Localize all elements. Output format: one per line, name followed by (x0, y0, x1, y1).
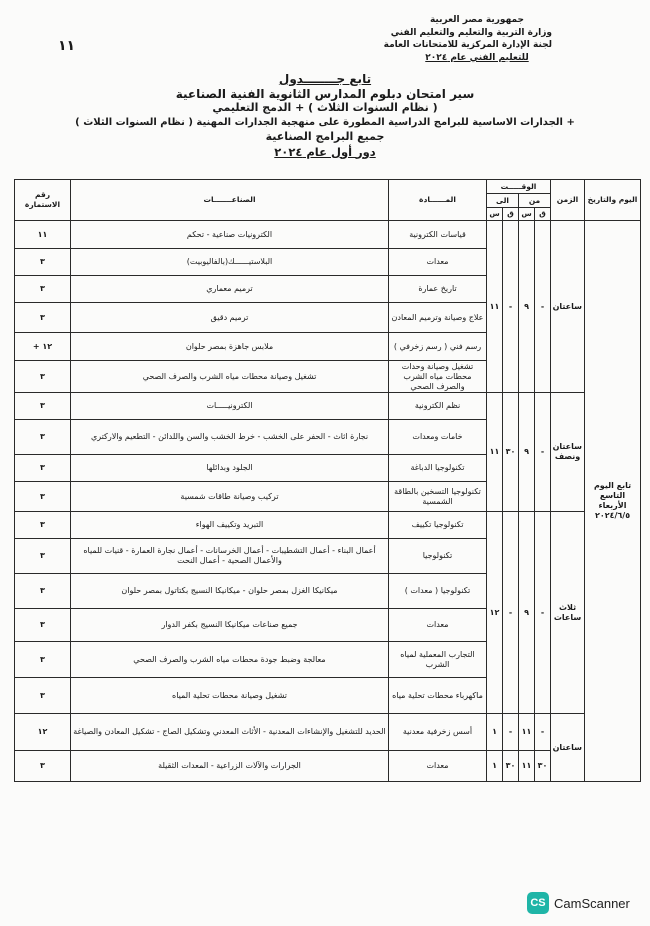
form-number-cell: ٣ (15, 361, 71, 393)
to-s-cell: ١١ (487, 393, 503, 512)
from-s-cell: ١١ (519, 714, 535, 751)
from-q-cell: - (535, 393, 551, 512)
to-s-cell: ١٢ (487, 512, 503, 714)
header-subject: المــــــادة (389, 180, 487, 221)
to-q-cell: - (503, 714, 519, 751)
subject-cell: تكنولوجيا (389, 539, 487, 574)
ministry-line: وزارة التربية والتعليم والتعليم الفني (390, 27, 552, 38)
subject-cell: علاج وصيانة وترميم المعادن (389, 303, 487, 333)
title-line: + الجدارات الاساسية للبرامج الدراسية المطورة على منهجية الجدارات المهنية ( نظام السنوات الثلاث ) (75, 116, 575, 128)
ministry-header (383, 14, 552, 64)
subject-cell: معدات (389, 751, 487, 782)
subject-cell: معدات (389, 609, 487, 642)
title-line: دور أول عام ٢٠٢٤ (274, 144, 376, 159)
duration-cell: ساعتان ونصف (551, 393, 585, 512)
duration-cell: ساعتان (551, 221, 585, 393)
industry-cell: ملابس جاهزة بمصر حلوان (71, 333, 389, 361)
from-s-cell: ٩ (519, 221, 535, 393)
form-number-cell: ٣ (15, 642, 71, 678)
subject-cell: التجارب المعملية لمياه الشرب (389, 642, 487, 678)
subject-cell: تكنولوجيا التسخين بالطاقة الشمسية (389, 482, 487, 512)
subject-cell: تاريخ عمارة (389, 276, 487, 303)
camscanner-watermark (527, 890, 637, 916)
duration-cell: ساعتان (551, 714, 585, 782)
subject-cell: ماكهرباء محطات تحلية مياه (389, 678, 487, 714)
subject-cell: تشغيل وصيانة وحدات محطات مياه الشرب والصرف الصحي (389, 361, 487, 393)
industry-cell: ترميم معماري (71, 276, 389, 303)
subject-cell: نظم الكترونية (389, 393, 487, 420)
form-number-cell: ٣ (15, 609, 71, 642)
subject-cell: تكنولوجيا الدباغة (389, 455, 487, 482)
title-line: ( نظام السنوات الثلاث ) + الدمج التعليمي (212, 101, 438, 114)
page-number: ١١ (58, 38, 76, 54)
from-s-cell: ٩ (519, 393, 535, 512)
table-row (15, 751, 641, 782)
subject-cell: تكنولوجيا تكييف (389, 512, 487, 539)
from-q-cell: - (535, 714, 551, 751)
from-q-cell: - (535, 221, 551, 393)
header-time: الوقـــــت (487, 180, 551, 194)
to-q-cell: - (503, 221, 519, 393)
form-number-cell: ٣ (15, 303, 71, 333)
header-to-s: س (487, 208, 503, 221)
industry-cell: التبريد وتكييف الهواء (71, 512, 389, 539)
table-row (15, 393, 641, 420)
subject-cell: قياسات الكترونية (389, 221, 487, 249)
industry-cell: الكترونيـــــات (71, 393, 389, 420)
ministry-line: جمهورية مصر العربية (429, 15, 525, 25)
form-number-cell: ١١ (15, 221, 71, 249)
title-line: سير امتحان دبلوم المدارس الثانوية الفنية الصناعية (175, 86, 475, 101)
table-row (15, 714, 641, 751)
subject-cell: معدات (389, 249, 487, 276)
form-number-cell: ٣ (15, 574, 71, 609)
camscanner-logo-icon: CS (527, 892, 549, 914)
form-number-cell: ١٢ (15, 714, 71, 751)
subject-cell: رسم فني ( رسم زخرفي ) (389, 333, 487, 361)
to-q-cell: ٣٠ (503, 751, 519, 782)
header-form-number: رقم الاستمارة (15, 180, 71, 221)
industry-cell: جميع صناعات ميكانيكا النسيج بكفر الدوار (71, 609, 389, 642)
to-s-cell: ١ (487, 714, 503, 751)
subject-cell: أسس زخرفية معدنية (389, 714, 487, 751)
industry-cell: تشغيل وصيانة محطات تحلية المياه (71, 678, 389, 714)
to-s-cell: ١ (487, 751, 503, 782)
form-number-cell: ٣ (15, 455, 71, 482)
industry-cell: الجلود وبدائلها (71, 455, 389, 482)
table-row (15, 221, 641, 249)
header-duration: الزمن (551, 180, 585, 221)
header-to: الى (487, 194, 519, 208)
document-titles (30, 72, 620, 159)
industry-cell: نجارة اثاث - الحفر على الخشب - خرط الخشب والسن واللدائن - التطعيم والاركتري (71, 420, 389, 455)
form-number-cell: ٣ (15, 393, 71, 420)
subject-cell: خامات ومعدات (389, 420, 487, 455)
title-line: تابع جــــــــدول (278, 72, 372, 86)
header-to-q: ق (503, 208, 519, 221)
industry-cell: ميكانيكا الغزل بمصر حلوان - ميكانيكا النسيج بكتاتول بمصر حلوان (71, 574, 389, 609)
ministry-line: لجنة الإدارة المركزية للامتحانات العامة (383, 40, 552, 50)
from-s-cell: ٩ (519, 512, 535, 714)
header-from-s: س (519, 208, 535, 221)
form-number-cell: ٣ (15, 539, 71, 574)
industry-cell: البلاستيــــــك(بالفاليوبيت) (71, 249, 389, 276)
form-number-cell: ٣ (15, 276, 71, 303)
header-from-q: ق (535, 208, 551, 221)
ministry-line: للتعليم الفني عام ٢٠٢٤ (425, 52, 529, 63)
header-industries: الصناعـــــــات (71, 180, 389, 221)
table-row (15, 512, 641, 539)
camscanner-brand: CamScanner (554, 895, 630, 911)
form-number-cell: ٣ (15, 249, 71, 276)
form-number-cell: ٣ (15, 512, 71, 539)
form-number-cell: ٣ (15, 751, 71, 782)
industry-cell: ترميم دقيق (71, 303, 389, 333)
industry-cell: الحديد للتشغيل والإنشاءات المعدنية - الأثاث المعدني وتشكيل الصاج - تشكيل المعادن والصياغة (71, 714, 389, 751)
form-number-cell: ٣ (15, 678, 71, 714)
header-from: من (519, 194, 551, 208)
industry-cell: معالجة وضبط جودة محطات مياه الشرب والصرف الصحي (71, 642, 389, 678)
industry-cell: الجرارات والآلات الزراعية - المعدات الثقيلة (71, 751, 389, 782)
exam-schedule-table (14, 179, 641, 782)
form-number-cell: ٣ (15, 420, 71, 455)
from-q-cell: ٣٠ (535, 751, 551, 782)
industry-cell: تركيب وصيانة طاقات شمسية (71, 482, 389, 512)
industry-cell: أعمال البناء - أعمال التشطيبات - أعمال الخرسانات - أعمال نجارة العمارة - قنيات للمياه والأعمال الصحية - أعمال النحت (71, 539, 389, 574)
to-q-cell: - (503, 512, 519, 714)
subject-cell: تكنولوجيا ( معدات ) (389, 574, 487, 609)
from-q-cell: - (535, 512, 551, 714)
to-q-cell: ٣٠ (503, 393, 519, 512)
from-s-cell: ١١ (519, 751, 535, 782)
duration-cell: ثلاث ساعات (551, 512, 585, 714)
industry-cell: الكترونيات صناعية - تحكم (71, 221, 389, 249)
to-s-cell: ١١ (487, 221, 503, 393)
title-line: جميع البرامج الصناعية (265, 130, 385, 143)
form-number-cell: ٣ (15, 482, 71, 512)
day-cell: تابع اليوم التاسع الأربعاء ٢٠٢٤/٦/٥ (585, 221, 641, 782)
header-day: اليوم والتاريخ (585, 180, 641, 221)
form-number-cell: ١٢ + (15, 333, 71, 361)
industry-cell: تشغيل وصيانة محطات مياه الشرب والصرف الصحي (71, 361, 389, 393)
